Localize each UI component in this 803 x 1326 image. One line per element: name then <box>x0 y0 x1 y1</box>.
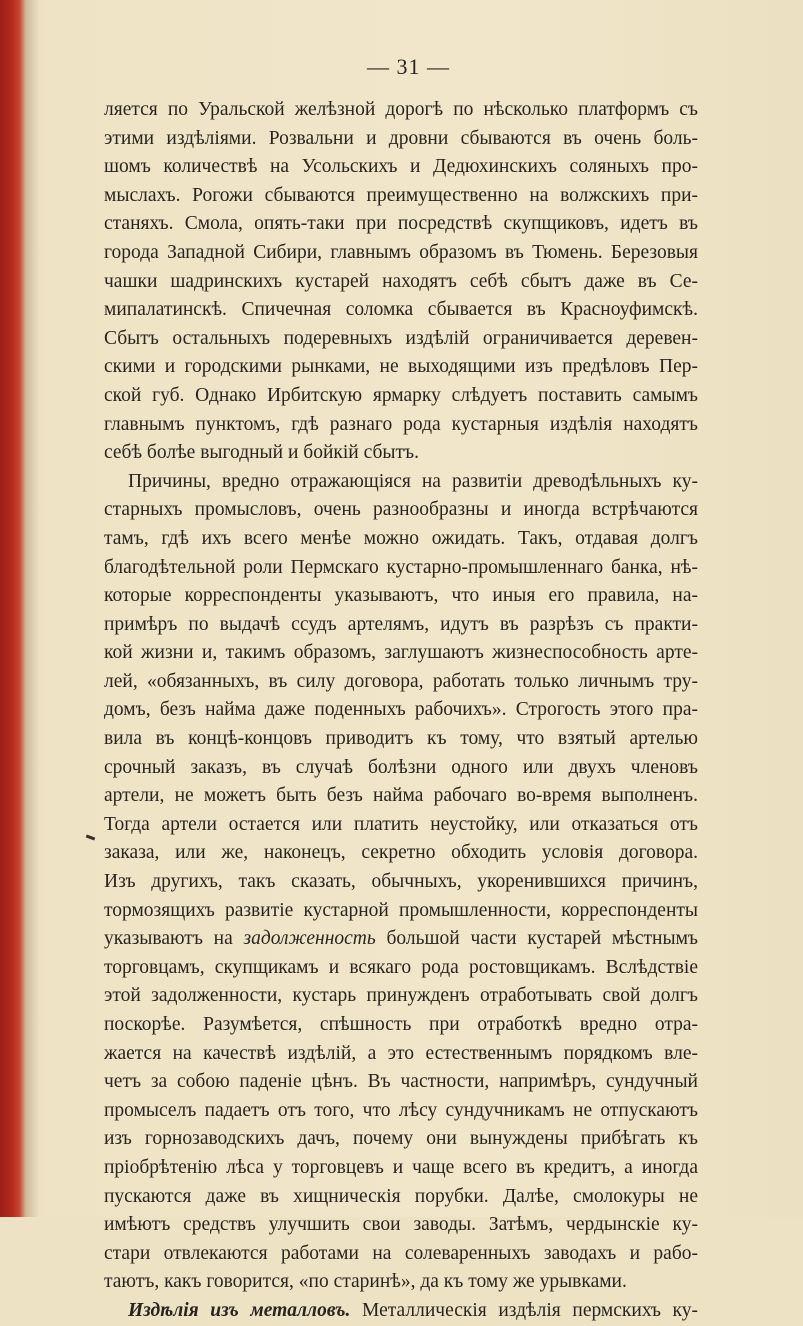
paragraph-end-line: таютъ, какъ говорится, «по старинѣ», да къ тому же урывками. <box>104 1271 627 1293</box>
text-line: срочный заказъ, въ случаѣ болѣзни одного или двухъ членовъ <box>104 756 698 778</box>
gutter-shadow <box>26 0 40 1217</box>
book-binding-edge <box>0 0 26 1217</box>
line-text: указываютъ на <box>104 928 244 950</box>
text-line: тамъ, гдѣ ихъ всего менѣе можно ожидать. Такъ, отдавая долгъ <box>104 527 698 549</box>
text-line: Изъ другихъ, такъ сказать, обычныхъ, укоренившихся причинъ, <box>104 871 698 893</box>
text-line: промыселъ падаетъ отъ того, что лѣсу сундучникамъ не отпускаютъ <box>104 1099 698 1121</box>
text-line: мипалатинскѣ. Спичечная соломка сбывается въ Красноуфимскѣ. <box>104 299 698 321</box>
text-line: ляется по Уральской желѣзной дорогѣ по нѣсколько платформъ съ <box>104 99 698 120</box>
text-line: этой задолженности, кустарь принужденъ отработывать свой долгъ <box>104 985 698 1007</box>
text-line: скими и городскими рынками, не выходящими изъ предѣловъ Пер- <box>104 356 698 378</box>
text-line: станяхъ. Смола, опять-таки при посредствѣ скупщиковъ, идетъ въ <box>104 213 698 235</box>
page-number: — 31 — <box>367 54 450 79</box>
text-line: имѣютъ средствъ улучшить свои заводы. Затѣмъ, чердынскіе ку- <box>104 1214 698 1236</box>
section-heading: Издѣлія изъ металловъ. <box>128 1299 351 1321</box>
text-line: благодѣтельной роли Пермскаго кустарно-промышленнаго банка, нѣ- <box>104 556 698 578</box>
text-line: пріобрѣтенію лѣса у торговцевъ и чаще всего въ кредитъ, а иногда <box>104 1156 698 1178</box>
text-line: пускаются даже въ хищническія порубки. Далѣе, смолокуры не <box>104 1185 698 1207</box>
text-line: заказа, или же, наконецъ, секретно обходить условія договора. <box>104 842 698 864</box>
text-line: тормозящихъ развитіе кустарной промышленности, корреспонденты <box>104 899 698 921</box>
text-line: которые корреспонденты указываютъ, что иныя его правила, на- <box>104 585 698 607</box>
text-line: изъ горнозаводскихъ дачъ, почему они вынуждены прибѣгать къ <box>104 1128 698 1150</box>
text-line: старныхъ промысловъ, очень разнообразны и иногда встрѣчаются <box>104 499 698 521</box>
line-text: большой части кустарей мѣстнымъ <box>375 928 698 950</box>
text-line: торговцамъ, скупщикамъ и всякаго рода ростовщикамъ. Вслѣдствіе <box>104 956 698 978</box>
text-line: домъ, безъ найма даже поденныхъ рабочихъ». Строгость этого пра- <box>104 699 698 721</box>
text-line: четъ за собою паденіе цѣнъ. Въ частности, напримѣръ, сундучный <box>104 1071 698 1093</box>
emphasized-term: задолженность <box>243 928 376 950</box>
text-line: этими издѣліями. Розвальни и дровни сбываются въ очень боль- <box>104 127 698 149</box>
text-line: главнымъ пунктомъ, гдѣ разнаго рода кустарныя издѣлія находятъ <box>104 413 698 435</box>
text-line: города Западной Сибири, главнымъ образомъ въ Тюмень. Березовыя <box>104 241 698 263</box>
text-line: Тогда артели остается или платить неустойку, или отказаться отъ <box>104 813 698 835</box>
paragraph-start-line: Причины, вредно отражающіяся на развитіи древодѣльныхъ ку- <box>128 470 698 492</box>
body-text <box>104 96 698 1326</box>
text-line: Сбытъ остальныхъ подеревныхъ издѣлій ограничивается деревен- <box>104 327 698 349</box>
text-line: вила въ концѣ-концовъ приводитъ къ тому, что взятый артелью <box>104 728 698 750</box>
text-line: артели, не можетъ быть безъ найма рабочаго во-время выполненъ. <box>104 785 698 807</box>
text-line: шомъ количествѣ на Усольскихъ и Дедюхинскихъ соляныхъ про- <box>104 156 698 178</box>
text-line: ской губ. Однако Ирбитскую ярмарку слѣдуетъ поставить самымъ <box>104 384 698 406</box>
text-line: жается на качествѣ издѣлій, а это естественнымъ порядкомъ вле- <box>104 1042 698 1064</box>
text-line: примѣръ по выдачѣ ссудъ артелямъ, идутъ въ разрѣзъ съ практи- <box>104 613 698 635</box>
text-line-with-emphasis <box>104 925 698 954</box>
text-line: лей, «обязанныхъ, въ силу договора, работать только личнымъ тру- <box>104 670 698 692</box>
text-line: чашки шадринскихъ кустарей находятъ себѣ сбытъ даже въ Се- <box>104 270 698 292</box>
text-line: стари отвлекаются работами на солеваренныхъ заводахъ и рабо- <box>104 1242 698 1264</box>
text-line: мыслахъ. Рогожи сбываются преимущественно на волжскихъ при- <box>104 184 698 206</box>
line-text: Металлическія издѣлія пермскихъ ку- <box>350 1299 698 1321</box>
section-heading-line <box>104 1297 698 1326</box>
text-line: кой жизни и, такимъ образомъ, заглушаютъ жизнеспособность арте- <box>104 642 698 664</box>
paragraph-end-line: себѣ болѣе выгодный и бойкій сбытъ. <box>104 442 419 464</box>
text-line: поскорѣе. Разумѣется, спѣшность при отработкѣ вредно отра- <box>104 1014 698 1035</box>
